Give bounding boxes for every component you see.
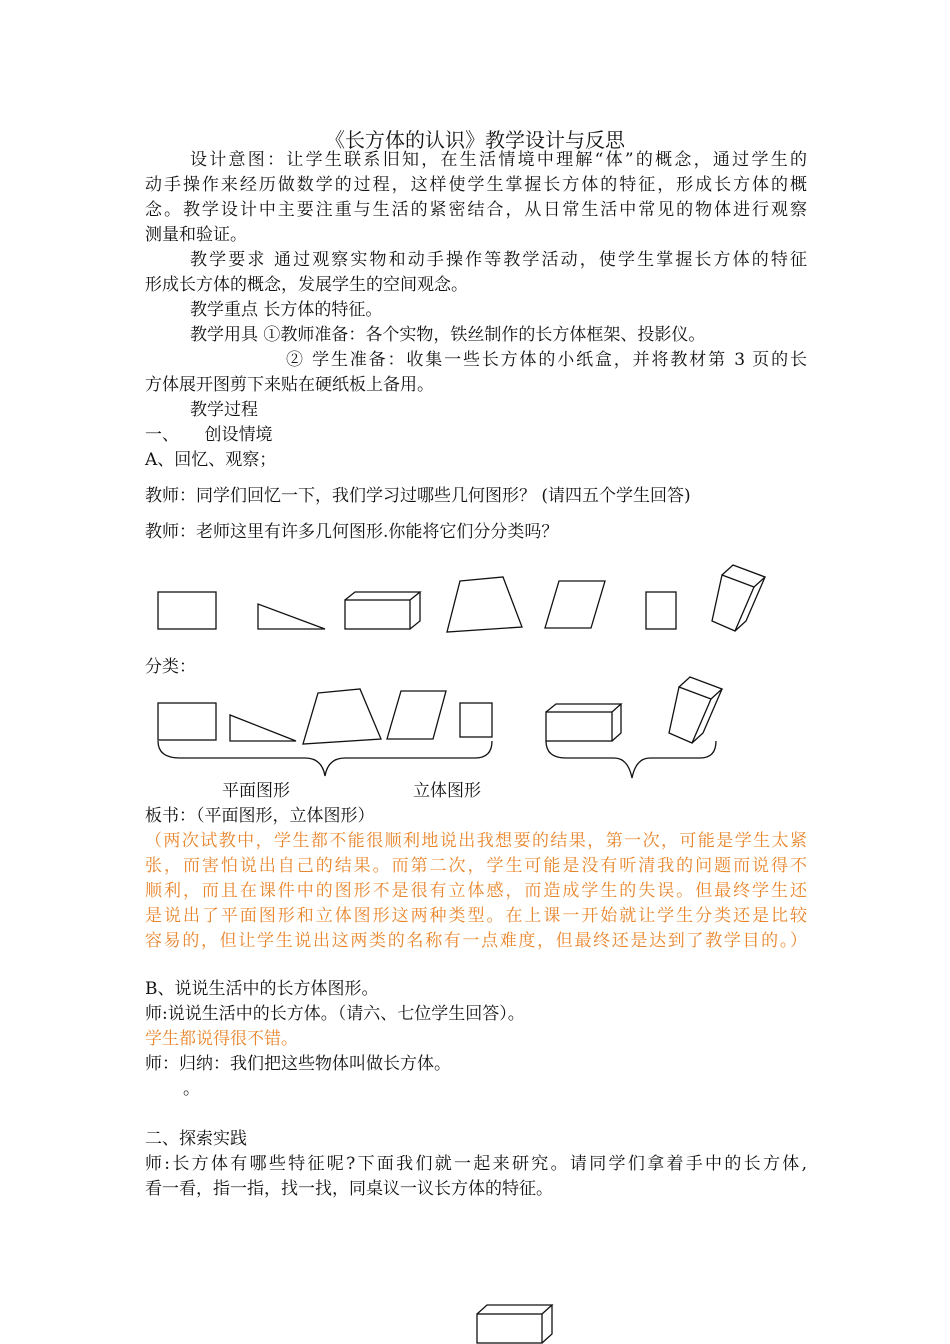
explore-line-1: 师:长方体有哪些特征呢?下面我们就一起来研究。请同学们拿着手中的长方体, [145, 1154, 807, 1174]
rectangle-shape [158, 592, 216, 629]
section-two-heading: 二、探索实践 [145, 1129, 247, 1149]
plane-shapes-label: 平面图形 [222, 781, 290, 801]
section-one-heading: 一、 创设情境 [145, 425, 273, 445]
teaching-focus: 教学重点 长方体的特征。 [190, 300, 383, 320]
document-title: 《长方体的认识》教学设计与反思 [325, 128, 625, 152]
reflection-line-3: 顺利，而且在课件中的图形不是很有立体感，而造成学生的失误。但最终学生还 [145, 881, 807, 901]
teacher-prompt: 师:说说生活中的长方体。（请六、七位学生回答）。 [145, 1004, 525, 1024]
classified-rectangle-shape [158, 703, 216, 740]
design-intent-line-1: 设计意图：让学生联系旧知，在生活情境中理解“体”的概念，通过学生的 [190, 150, 807, 170]
right-triangle-shape [258, 604, 325, 629]
trapezoid-shape [447, 577, 522, 632]
design-intent-line-4: 测量和验证。 [145, 225, 247, 245]
teacher-summary: 师：归纳：我们把这些物体叫做长方体。 [145, 1054, 451, 1074]
design-intent-line-2: 动手操作来经历做数学的过程，这样使学生掌握长方体的特征，形成长方体的概 [145, 175, 807, 195]
teaching-tools-student-line-1: ② 学生准备：收集一些长方体的小纸盒，并将教材第 3 页的长 [286, 350, 807, 370]
tilted-cuboid-shape [712, 565, 765, 631]
classified-triangle-shape [230, 715, 296, 741]
teaching-requirement-line-2: 形成长方体的概念，发展学生的空间观念。 [145, 275, 468, 295]
reflection-line-1: （两次试教中，学生都不能很顺利地说出我想要的结果，第一次，可能是学生太紧 [145, 831, 807, 851]
classified-small-rectangle-shape [460, 703, 492, 737]
classify-label: 分类： [145, 657, 196, 677]
reflection-line-2: 张，而害怕说出自己的结果。而第二次，学生可能是没有听清我的问题而说得不 [145, 856, 807, 876]
classified-parallelogram-shape [387, 691, 446, 739]
teacher-question-1: 教师：同学们回忆一下，我们学习过哪些几何图形？ (请四五个学生回答) [145, 486, 691, 506]
explore-line-2: 看一看，指一指，找一找，同桌议一议长方体的特征。 [145, 1179, 553, 1199]
part-b-heading: B、说说生活中的长方体图形。 [145, 979, 379, 999]
blackboard-note: 板书：（平面图形，立体图形） [145, 806, 375, 826]
classified-trapezoid-shape [303, 689, 381, 744]
design-intent-line-3: 念。教学设计中主要注重与生活的紧密结合，从日常生活中常见的物体进行观察 [145, 200, 807, 220]
plane-shapes-brace [158, 741, 492, 776]
small-rectangle-shape [646, 592, 676, 629]
solid-shapes-brace [546, 741, 716, 778]
teaching-tools-student-line-2: 方体展开图剪下来贴在硬纸板上备用。 [145, 375, 434, 395]
solid-shapes-label: 立体图形 [413, 781, 481, 801]
classified-cuboid-shape [546, 704, 621, 741]
reflection-line-5: 容易的，但让学生说出这两类的名称有一点难度，但最终还是达到了教学目的。） [145, 931, 807, 951]
stray-period: 。 [183, 1079, 200, 1099]
cuboid-shape [345, 592, 420, 629]
student-feedback-note: 学生都说得很不错。 [145, 1029, 298, 1049]
teaching-process-heading: 教学过程 [190, 400, 258, 420]
parallelogram-shape [545, 581, 605, 628]
classified-tilted-cuboid-shape [669, 677, 722, 743]
teacher-question-2: 教师：老师这里有许多几何图形.你能将它们分分类吗？ [145, 522, 559, 542]
part-a-heading: A、回忆、观察； [145, 450, 277, 470]
bottom-cuboid-shape [477, 1305, 552, 1343]
teaching-requirement-line-1: 教学要求 通过观察实物和动手操作等教学活动，使学生掌握长方体的特征 [190, 250, 807, 270]
teaching-tools-teacher: 教学用具 ①教师准备：各个实物，铁丝制作的长方体框架、投影仪。 [190, 325, 706, 345]
reflection-line-4: 是说出了平面图形和立体图形这两种类型。在上课一开始就让学生分类还是比较 [145, 906, 807, 926]
